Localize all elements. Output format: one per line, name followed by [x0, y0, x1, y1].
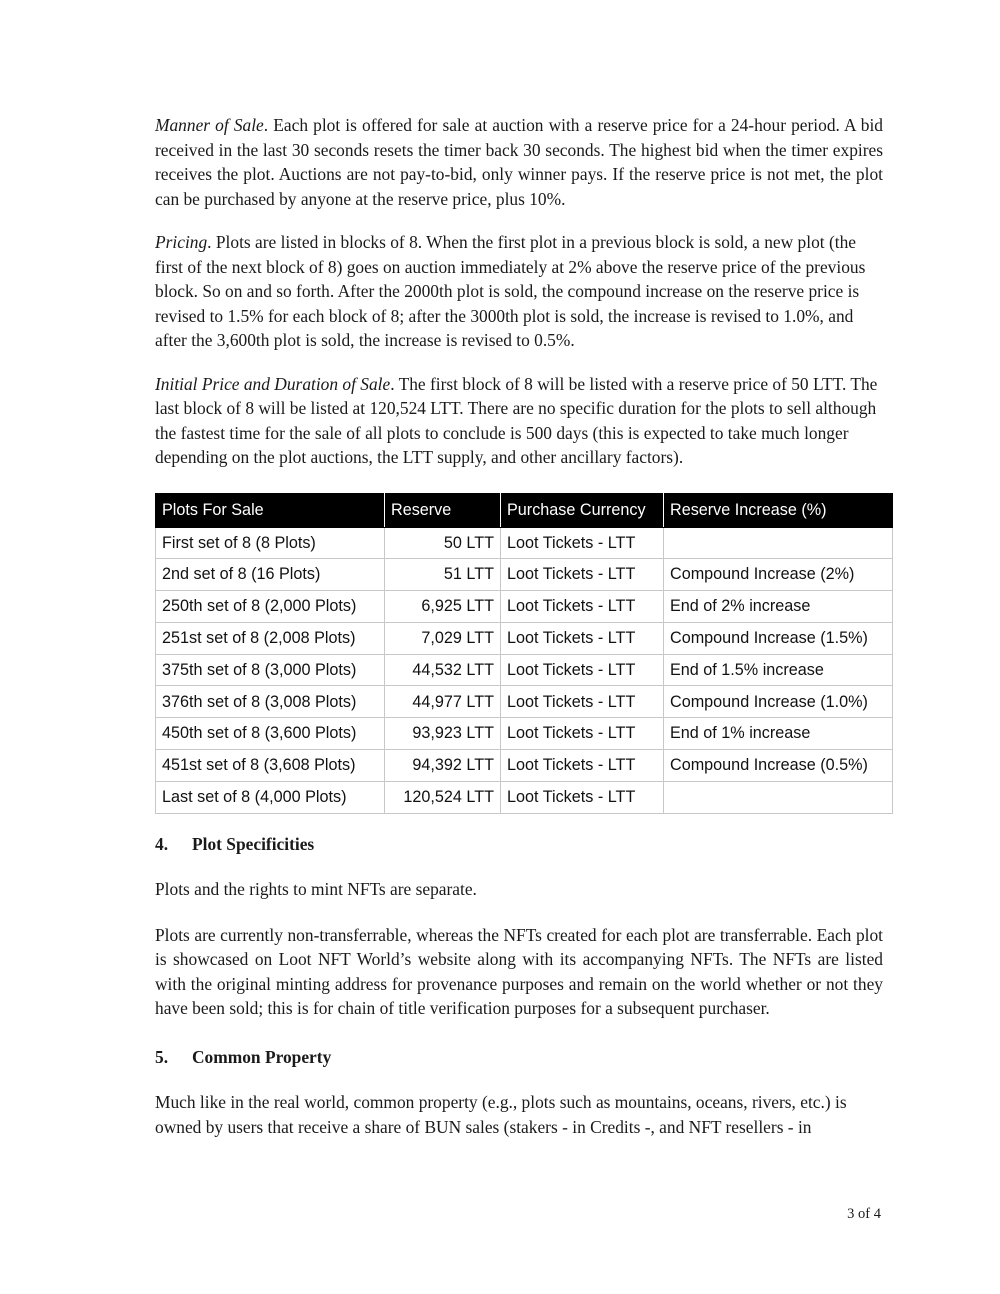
paragraph-transferability: Plots are currently non-transferrable, whereas the NFTs created for each plot are transferrable. Each plot is showcased on Loot NFT World’s website along with its accompanying NFTs. The NFTs are listed with the original minting address for provenance purposes and remain on the world whether or not they have been sold; this is for chain of title verification purposes for a subsequent purchaser. [155, 924, 883, 1019]
cell-increase [664, 527, 893, 559]
cell-reserve: 50 LTT [385, 527, 501, 559]
table-row [156, 686, 893, 718]
cell-increase: End of 1% increase [664, 718, 893, 750]
section-title: Plot Specificities [192, 833, 315, 854]
column-header-reserve: Reserve [385, 493, 501, 527]
column-header-plots: Plots For Sale [156, 493, 385, 527]
cell-currency: Loot Tickets - LTT [501, 622, 664, 654]
cell-reserve: 51 LTT [385, 559, 501, 591]
cell-plots: 450th set of 8 (3,600 Plots) [156, 718, 385, 750]
paragraph-pricing [155, 230, 883, 353]
cell-increase [664, 781, 893, 813]
section-number: 4. [155, 833, 169, 854]
table-row [156, 718, 893, 750]
paragraph-manner-of-sale [155, 113, 883, 211]
cell-currency: Loot Tickets - LTT [501, 527, 664, 559]
section-heading-plot-specificities [155, 832, 883, 857]
table-row [156, 559, 893, 591]
cell-increase: Compound Increase (1.5%) [664, 622, 893, 654]
paragraph-lead: Pricing [155, 232, 208, 252]
cell-plots: First set of 8 (8 Plots) [156, 527, 385, 559]
paragraph-body: . The first block of 8 will be listed with a reserve price of 50 LTT. The last block of 8 will be listed at 120,524 LTT. There are no specific duration for the plots to sell although the fastest time for the sale of all plots to conclude is 500 days (this is expected to take much longer depending on the plot auctions, the LTT supply, and other ancillary factors). [155, 373, 878, 467]
cell-currency: Loot Tickets - LTT [501, 781, 664, 813]
paragraph-lead: Initial Price and Duration of Sale [155, 373, 391, 394]
paragraph-lead: Manner of Sale [155, 115, 264, 135]
table-row [156, 527, 893, 559]
cell-reserve: 120,524 LTT [385, 781, 501, 813]
cell-increase: End of 1.5% increase [664, 654, 893, 686]
cell-plots: 376th set of 8 (3,008 Plots) [156, 686, 385, 718]
section-number: 5. [155, 1046, 169, 1067]
cell-plots: 251st set of 8 (2,008 Plots) [156, 622, 385, 654]
table-row [156, 781, 893, 813]
table-row [156, 622, 893, 654]
cell-increase: Compound Increase (0.5%) [664, 750, 893, 782]
cell-plots: 250th set of 8 (2,000 Plots) [156, 591, 385, 623]
paragraph-body: . Plots are listed in blocks of 8. When the first plot in a previous block is sold, a new plot (the first of the next block of 8) goes on auction immediately at 2% above the reserve price of the previous block. So on and so forth. After the 2000th plot is sold, the compound increase on the reserve price is revised to 1.5% for each block of 8; after the 3000th plot is sold, the increase is revised to 1.0%, and after the 3,600th plot is sold, the increase is revised to 0.5%. [155, 232, 866, 350]
cell-currency: Loot Tickets - LTT [501, 559, 664, 591]
page-number: 3 of 4 [847, 1206, 881, 1222]
plot-sale-table [155, 493, 893, 814]
cell-increase: End of 2% increase [664, 591, 893, 623]
cell-currency: Loot Tickets - LTT [501, 750, 664, 782]
paragraph-plots-rights: Plots and the rights to mint NFTs are separate. [155, 879, 477, 900]
cell-plots: 451st set of 8 (3,608 Plots) [156, 750, 385, 782]
cell-reserve: 44,977 LTT [385, 686, 501, 718]
document-page [155, 113, 883, 1139]
table-row [156, 591, 893, 623]
cell-currency: Loot Tickets - LTT [501, 686, 664, 718]
cell-reserve: 93,923 LTT [385, 718, 501, 750]
table-row [156, 654, 893, 686]
section-title: Common Property [192, 1046, 332, 1067]
paragraph-body: . Each plot is offered for sale at auction with a reserve price for a 24-hour period. A bid received in the last 30 seconds resets the timer back 30 seconds. The highest bid when the timer expires receives the plot. Auctions are not pay-to-bid, only winner pays. If the reserve price is not met, the plot can be purchased by anyone at the reserve price, plus 10%. [155, 115, 883, 209]
plot-sale-table-wrapper [155, 493, 892, 814]
cell-plots: 375th set of 8 (3,000 Plots) [156, 654, 385, 686]
cell-increase: Compound Increase (2%) [664, 559, 893, 591]
cell-reserve: 94,392 LTT [385, 750, 501, 782]
cell-currency: Loot Tickets - LTT [501, 718, 664, 750]
section-heading-common-property [155, 1045, 883, 1070]
table-row [156, 750, 893, 782]
paragraph-initial-price [155, 372, 883, 470]
cell-increase: Compound Increase (1.0%) [664, 686, 893, 718]
paragraph-common-property: Much like in the real world, common property (e.g., plots such as mountains, oceans, rivers, etc.) is owned by users that receive a share of BUN sales (stakers - in Credits -, and NFT resellers - in [155, 1092, 847, 1137]
column-header-currency: Purchase Currency [501, 493, 664, 527]
cell-plots: Last set of 8 (4,000 Plots) [156, 781, 385, 813]
cell-currency: Loot Tickets - LTT [501, 654, 664, 686]
cell-currency: Loot Tickets - LTT [501, 591, 664, 623]
cell-reserve: 6,925 LTT [385, 591, 501, 623]
cell-reserve: 44,532 LTT [385, 654, 501, 686]
column-header-increase: Reserve Increase (%) [664, 493, 893, 527]
table-header-row [156, 493, 893, 527]
cell-plots: 2nd set of 8 (16 Plots) [156, 559, 385, 591]
cell-reserve: 7,029 LTT [385, 622, 501, 654]
